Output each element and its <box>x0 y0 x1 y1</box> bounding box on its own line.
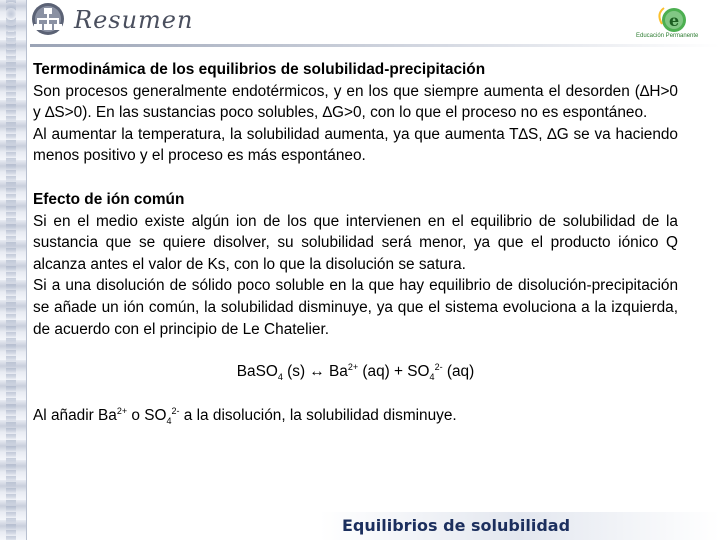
conclusion-subscript: 4 <box>166 415 172 426</box>
conclusion-text: Al añadir Ba <box>33 406 117 424</box>
equation-subscript: 4 <box>429 372 435 383</box>
conclusion-text: o SO <box>127 406 167 424</box>
paragraph: Son procesos generalmente endotérmicos, y en los que siempre aumenta el desorden (∆H>0 y ∆S>0). En las sustancias poco solubles, ∆G>0, con lo que el proceso no es espontáneo. <box>33 82 678 122</box>
decorative-side-border <box>0 0 27 540</box>
section-heading-common-ion: Efecto de ión común <box>33 190 185 208</box>
svg-text:e: e <box>669 11 680 30</box>
section-heading-thermodynamics: Termodinámica de los equilibrios de solubilidad-precipitación <box>33 61 486 78</box>
brand-label: Educación Permanente <box>636 33 699 39</box>
equation-superscript: 2- <box>434 362 443 372</box>
conclusion-superscript: 2+ <box>116 405 128 416</box>
equation-text: (aq) + SO <box>358 363 430 381</box>
paragraph: Al aumentar la temperatura, la solubilidad aumenta, ya que aumenta T∆S, ∆G se va haciendo menos positivo y el proceso es más espontáneo. <box>33 125 678 165</box>
slide-body <box>33 59 678 426</box>
page-title: Resumen <box>74 6 194 34</box>
header-divider <box>30 44 720 47</box>
organization-chart-icon <box>28 2 68 36</box>
equation-text: (aq) <box>442 363 475 381</box>
paragraph: Si a una disolución de sólido poco soluble en la que hay equilibrio de disolución-precipitación se añade un ión común, la solubilidad disminuye, ya que el sistema evoluciona a la izquierda, de acuerdo con el principio de Le Chatelier. <box>33 277 678 338</box>
footer-title: Equilibrios de solubilidad <box>342 516 571 535</box>
equation-subscript: 4 <box>277 372 283 383</box>
conclusion-line <box>33 405 678 427</box>
conclusion-text: a la disolución, la solubilidad disminuye. <box>179 406 457 424</box>
equation-text: (s) ↔ Ba <box>282 363 348 381</box>
paragraph: Si en el medio existe algún ion de los que intervienen en el equilibrio de solubilidad de la sustancia que se quiere disolver, su solubilidad será menor, ya que el producto iónico Q alcanza antes el valor de Ks, con lo que la disolución se satura. <box>33 212 678 273</box>
conclusion-superscript: 2- <box>171 405 180 416</box>
equation-text: BaSO <box>236 363 278 381</box>
equation-superscript: 2+ <box>347 362 359 372</box>
chemical-equation <box>33 361 678 383</box>
